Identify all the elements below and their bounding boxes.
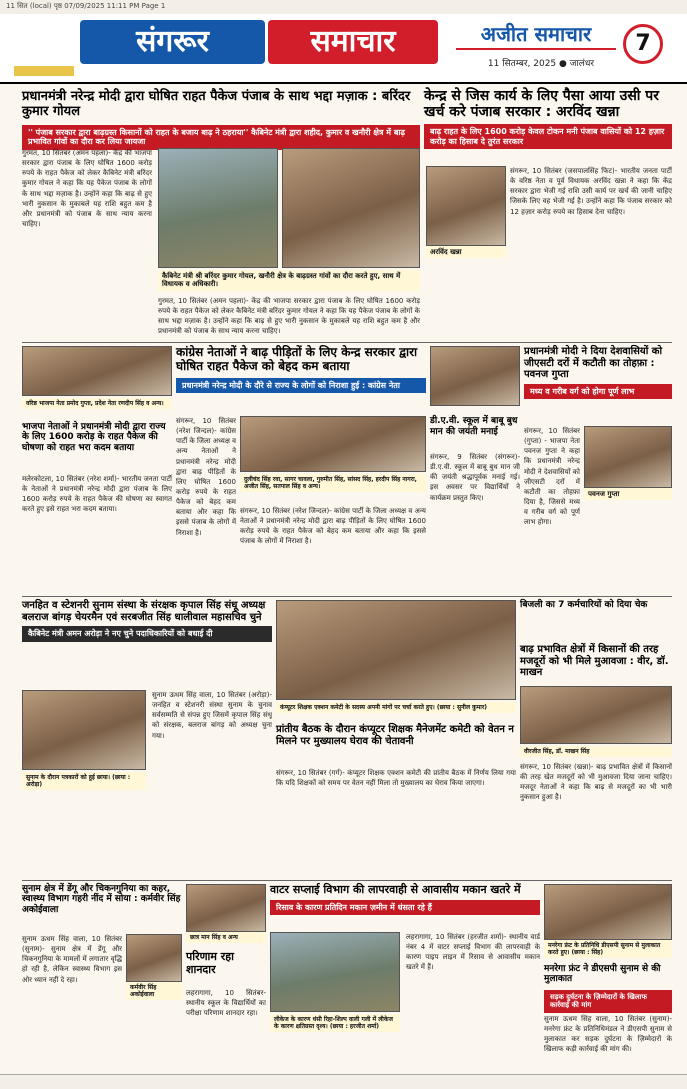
pawan-caption: पवनज गुप्ता (584, 488, 672, 500)
school-headline: डी.ए.वी. स्कूल में बाबू बुध मान की जयंती मनाई (430, 416, 518, 437)
farmers-photo (520, 686, 672, 744)
lead-story (22, 88, 420, 340)
bjp-headline: भाजपा नेताओं ने प्रधानमंत्री मोदी द्वारा राज्य के लिए 1600 करोड़ के राहत पैकेज की घोषणा को राहत भरा कदम बताया (22, 422, 166, 453)
water-headline: वाटर सप्लाई विभाग की लापरवाही से आवासीय मकान खतरे में (270, 883, 521, 896)
lead-body-cont: गुरमत, 10 सितंबर (अमन पहला)- केंद्र की भाजपा सरकार द्वारा पंजाब के लिए घोषित 1600 करोड़ रुपये के राहत पैकेज को लेकर कैबिनेट मंत्री बरिंदर कुमार गोयल ने कहा कि यह पैकेज पंजाब के लोगों के साथ भद्दा मज़ाक है। उन्होंने कहा कि बाढ़ से हुए भारी नुकसान के मुकाबले यह राशि बहुत कम है और प्रधानमंत्री को पंजाब के साथ न्याय करना चाहिए। (158, 297, 420, 336)
manrega-photo (544, 884, 672, 940)
farmers-caption: वीरजीत सिंह, डॉ. माखन सिंह (520, 746, 672, 757)
result-story (186, 884, 266, 1072)
teachers-caption: कंप्यूटर शिक्षक एक्शन कमेटी के सदस्य अपनी मांगों पर चर्चा करते हुए। (छाया : सुनील कुमार) (276, 702, 516, 713)
janhit-photo (22, 690, 146, 770)
lead-body: गुरमत, 10 सितंबर (अमन पहला)- केंद्र की भाजपा सरकार द्वारा पंजाब के लिए घोषित 1600 करोड़ रुपये के राहत पैकेज को लेकर कैबिनेट मंत्री बरिंदर कुमार गोयल ने कहा कि यह पैकेज पंजाब के लोगों के साथ भद्दा मज़ाक है। उन्होंने कहा कि बाढ़ से हुए भारी नुकसान के मुकाबले यह राशि बहुत कम है और प्रधानमंत्री को पंजाब के साथ न्याय करना चाहिए। (22, 149, 152, 228)
bjp-body: मलेरकोटला, 10 सितंबर (नरेश शर्मा)- भारतीय जनता पार्टी के नेताओं ने प्रधानमंत्री नरेन्द्र मोदी द्वारा पंजाब के लिए 1600 करोड़ रुपये के राहत पैकेज की घोषणा का स्वागत करते हुए इसे राहत भरा कदम बताया। (22, 475, 172, 514)
teachers-photo (276, 600, 516, 700)
water-caption: लीकेज के कारण धंसी रिहा-शिल्प वाली गली में लीकेज के कारण क्षतिग्रस्त दृश्य। (छाया : हरजीत शर्मा) (270, 1014, 400, 1032)
farmers-body: संगरूर, 10 सितंबर (खन्ना)- बाढ़ प्रभावित क्षेत्रों में किसानों की तरह खेत मजदूरों को भी मुआवजा दिया जाना चाहिए। मजदूर नेताओं ने कहा कि बाढ़ से मजदूरों का भी भारी नुकसान हुआ है। (520, 763, 672, 802)
print-slug: 11 सित (local) पृष्ठ 07/09/2025 11:11 PM Page 1 (0, 0, 687, 14)
result-headline: परिणाम रहा शानदार (186, 950, 234, 977)
khanna-photo (426, 166, 506, 246)
bjp-photo (22, 346, 172, 396)
khanna-headline: केन्द्र से जिस कार्य के लिए पैसा आया उसी पर खर्च करे पंजाब सरकार : अरविंद खन्ना (424, 88, 659, 121)
sunam-med-headline: सुनाम क्षेत्र में डेंगू और चिकनगुनिया का कहर, स्वास्थ्य विभाग गहरी नींद में सोया : कर्मवीर सिंह अकोईवाला (22, 884, 181, 915)
sunam-med-photo (126, 934, 182, 982)
sunam-med-body: सुनाम ऊधम सिंह वाला, 10 सितंबर (सुनाम)- सुनाम क्षेत्र में डेंगू और चिकनगुनिया के मामलों में लगातार वृद्धि हो रही है, लेकिन स्वास्थ्य विभाग इस ओर ध्यान नहीं दे रहा। (22, 935, 122, 984)
cheque-story (520, 600, 672, 640)
khanna-body: संगरूर, 10 सितंबर (जसपालसिंह फिट)- भारतीय जनता पार्टी के वरिष्ठ नेता व पूर्व विधायक अरविंद खन्ना ने कहा कि केंद्र सरकार द्वारा भेजी गई राशि उसी कार्य पर खर्च की जानी चाहिए जिसके लिए वह भेजी गई है। उन्होंने कहा कि पंजाब सरकार को 12 हज़ार करोड़ रुपये का हिसाब देना चाहिए। (510, 167, 672, 216)
pawan-photo (584, 426, 672, 488)
water-story (270, 884, 540, 1072)
congress-caption: दुलीचंद सिंह रवा, सागर चावला, गुरुमीत सिंह, सांसद सिंह, हरदीप सिंह नागरा, अजीत सिंह, सतपाल सिंह व अन्य। (240, 474, 426, 492)
khanna-caption: अरविंद खन्ना (426, 246, 506, 258)
janhit-headline: जनहित व स्टेशनरी सुनाम संस्था के संरक्षक कृपाल सिंह संधू अध्यक्ष बलराज बांगड़ चेयरमैन एवं सरबजीत सिंह धालीवाल महासचिव चुने (22, 600, 266, 623)
water-band: रिसाव के कारण प्रतिदिन मकान ज़मीन में धंसता रहे हैं (270, 900, 540, 916)
khanna-story (424, 88, 672, 340)
result-caption: छात्र मान सिंह व अन्य (186, 932, 266, 943)
result-body: लहरागागा, 10 सितंबर- स्थानीय स्कूल के विद्यार्थियों का परीक्षा परिणाम शानदार रहा। (186, 989, 266, 1018)
logo-right: समाचार (268, 20, 438, 64)
manrega-caption: मनरेगा फ्रंट के प्रतिनिधि डीएसपी सुनाम से मुलाकात करते हुए। (छाया : सिंह) (544, 940, 672, 958)
page-number: 7 (623, 24, 663, 64)
lead-caption: कैबिनेट मंत्री श्री बरिंदर कुमार गोयल, खनौरी क्षेत्र के बाढ़ग्रस्त गांवों का दौरा करते हुए, साथ में विधायक व अधिकारी। (158, 270, 420, 291)
sunam-med-story (22, 884, 182, 1072)
bjp-caption: वरिष्ठ भाजपा नेता प्रमोद गुप्ता, प्रदेश नेता रणदीप सिंह व अन्य। (22, 398, 172, 409)
congress-story (176, 346, 426, 594)
janhit-body: सुनाम ऊधम सिंह वाला, 10 सितंबर (अरोड़ा)- जनहित व स्टेशनरी संस्था सुनाम के चुनाव सर्वसम्मति से संपन्न हुए जिसमें कृपाल सिंह संधू को संरक्षक, बलराज बांगड़ को अध्यक्ष चुना गया। (152, 691, 272, 740)
lead-photo-minister (282, 148, 420, 268)
cheque-headline: बिजली का 7 कर्मचारियों को दिया चेक (520, 600, 648, 610)
pawan-band: मध्य व गरीब वर्ग को होगा पूर्ण लाभ (524, 384, 672, 400)
farmers-story (520, 644, 672, 878)
logo-left: संगरूर (80, 20, 265, 64)
congress-band: प्रधानमंत्री नरेन्द्र मोदी के दौरे से राज्य के लोगों को निराशा हुई : कांग्रेस नेता (176, 378, 426, 394)
janhit-band: कैबिनेट मंत्री अमन अरोड़ा ने नए चुने पदाधिकारियों को बधाई दी (22, 626, 272, 642)
rule-2 (22, 596, 672, 597)
congress-body-cont: संगरूर, 10 सितंबर (नरेश जिन्दल)- कांग्रेस पार्टी के जिला अध्यक्ष व अन्य नेताओं ने प्रधानमंत्री नरेन्द्र मोदी द्वारा बाढ़ पीड़ितों के लिए घोषित 1600 करोड़ रुपये के राहत पैकेज को बेहद कम बताया और कहा कि इससे पंजाब के लोगों में निराशा है। (240, 507, 426, 546)
masthead-ornament-left (14, 66, 74, 76)
school-photo (430, 346, 520, 406)
dateline: 11 सितम्बर, 2025 ● जालंधर (487, 59, 595, 69)
pawan-headline: प्रधानमंत्री मोदी ने दिया देशवासियों को जीएसटी दरों में कटौती का तोहफ़ा : पवनज गुप्ता (524, 346, 663, 380)
date-text: 11 सितम्बर, 2025 (487, 59, 557, 69)
sunam-med-caption: कर्मवीर सिंह अकोईवाला (126, 982, 182, 1000)
teachers-body: संगरूर, 10 सितंबर (गर्ग)- कंप्यूटर शिक्षक एक्शन कमेटी की प्रांतीय बैठक में निर्णय लिया गया कि यदि शिक्षकों को समय पर वेतन नहीं मिला तो मुख्यालय का घेराव किया जाएगा। (276, 769, 516, 788)
school-body: संगरूर, 9 सितंबर (संगरूर)- डी.ए.वी. स्कूल में बाबू बुध मान जी की जयंती श्रद्धापूर्वक मनाई गई। इस अवसर पर विद्यार्थियों ने कार्यक्रम प्रस्तुत किए। (430, 453, 520, 502)
janhit-caption: सुनाम के दौरान पत्रकारों को हुई छाया। (छाया : अरोड़ा) (22, 772, 146, 790)
lead-subhead: '' पंजाब सरकार द्वारा बाढ़ग्रस्त किसानों को राहत के बजाय बाढ़ ने ठहराया'' कैबिनेट मंत्री द्वारा शहीद, कुमार व खनौरी क्षेत्र में बाढ़ प्रभावित गांवों का दौरा कर लिया जायजा (22, 125, 420, 150)
masthead (0, 14, 687, 84)
pawan-story (524, 346, 672, 594)
city-text: जालंधर (569, 59, 595, 69)
congress-body: संगरूर, 10 सितंबर (नरेश जिन्दल)- कांग्रेस पार्टी के जिला अध्यक्ष व अन्य नेताओं ने प्रधानमंत्री नरेन्द्र मोदी द्वारा बाढ़ पीड़ितों के लिए घोषित 1600 करोड़ रुपये के राहत पैकेज को बेहद कम बताया और कहा कि इससे पंजाब के लोगों में निराशा है। (176, 417, 236, 537)
manrega-band: सड़क दुर्घटना के ज़िम्मेदारों के खिलाफ कार्रवाई की मांग (544, 990, 672, 1013)
result-photo (186, 884, 266, 932)
rule-1 (22, 342, 672, 343)
manrega-headline: मनरेगा फ्रंट ने डीएसपी सुनाम से की मुलाकात (544, 964, 661, 985)
brand-name: अजीत समाचार (456, 20, 616, 50)
farmers-headline: बाढ़ प्रभावित क्षेत्रों में किसानों की तरह मजदूरों को भी मिले मुआवजा : वीर, डॉ. माखन (520, 644, 669, 678)
teachers-headline: प्रांतीय बैठक के दौरान कंप्यूटर शिक्षक मैनेजमेंट कमेटी को वेतन न मिलने पर मुख्यालय घेराव की चेतावनी (276, 724, 514, 747)
manrega-story (544, 884, 672, 1072)
lead-photo-flood (158, 148, 278, 268)
bjp-story (22, 346, 172, 594)
pawan-body: संगरूर, 10 सितंबर (गुप्ता) - भाजपा नेता पवनज गुप्ता ने कहा कि प्रधानमंत्री नरेन्द्र मोदी ने देशवासियों को जीएसटी दरों में कटौती का तोहफ़ा दिया है, जिससे मध्य व गरीब वर्ग को पूर्ण लाभ होगा। (524, 427, 580, 527)
school-story (430, 346, 520, 594)
congress-photo (240, 416, 426, 472)
congress-headline: कांग्रेस नेताओं ने बाढ़ पीड़ितों के लिए केन्द्र सरकार द्वारा घोषित राहत पैकेज को बेहद कम बताया (176, 345, 418, 373)
lead-headline: प्रधानमंत्री नरेन्द्र मोदी द्वारा घोषित राहत पैकेज पंजाब के साथ भद्दा मज़ाक : बरिंदर कुमार गोयल (22, 89, 411, 119)
water-body: लहरागागा, 10 सितंबर (हरजीत शर्मा)- स्थानीय वार्ड नंबर 4 में वाटर सप्लाई विभाग की लापरवाही के कारण पाइप लाइन में रिसाव से आवासीय मकान खतरे में हैं। (406, 933, 540, 972)
rule-3 (22, 880, 672, 881)
teachers-story (276, 600, 516, 878)
manrega-body: सुनाम ऊधम सिंह वाला, 10 सितंबर (सुनाम)- मनरेगा फ्रंट के प्रतिनिधिमंडल ने डीएसपी सुनाम से मुलाकात कर सड़क दुर्घटना के ज़िम्मेदारों के खिलाफ कड़ी कार्रवाई की मांग की। (544, 1015, 672, 1054)
page-footer (0, 1074, 687, 1089)
khanna-band: बाढ़ राहत के लिए 1600 करोड़ केवल टोकन मनी पंजाब वासियों को 12 हज़ार करोड़ का हिसाब दे तुरंत सरकार (424, 124, 672, 149)
water-photo (270, 932, 400, 1012)
janhit-story (22, 600, 272, 878)
